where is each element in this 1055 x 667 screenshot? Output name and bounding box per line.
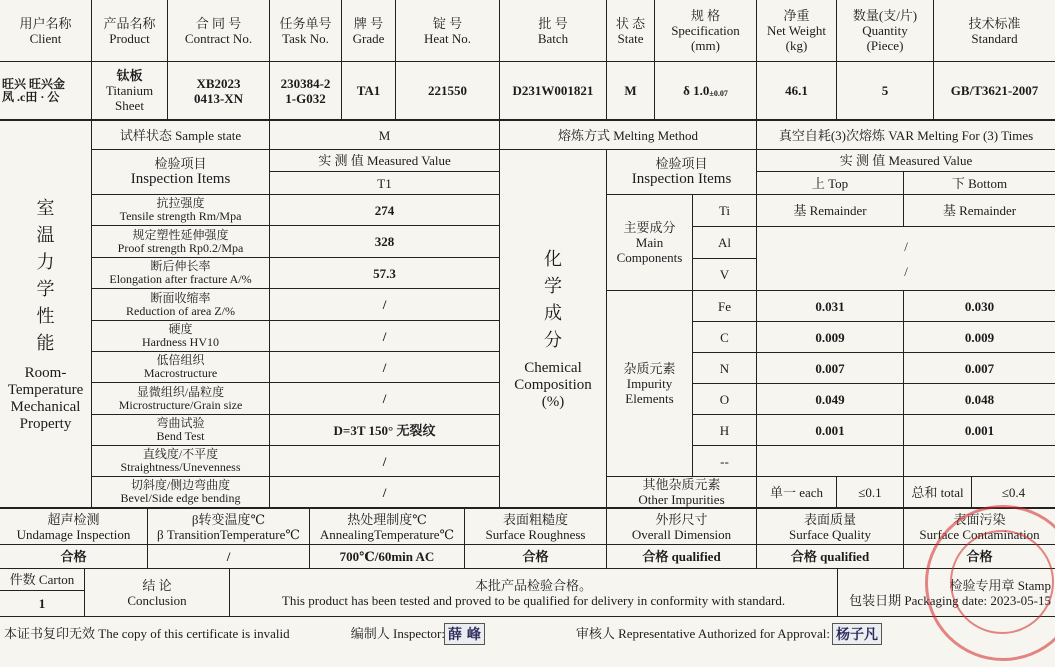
standard-value	[934, 62, 1055, 120]
ti-bottom-value	[904, 195, 1055, 227]
other-each-value-text: ≤0.1	[858, 484, 882, 500]
mech-title-cn-1: 室	[36, 198, 55, 218]
mech-row-en: Microstructure/Grain size	[118, 397, 243, 412]
header-weight-cn: 净重	[783, 8, 810, 23]
carton-label-text: 件数 Carton	[9, 572, 75, 587]
impurity-en-2: Elements	[625, 391, 674, 406]
carton-label	[0, 569, 85, 591]
header-standard-cn: 技术标准	[968, 15, 1021, 31]
header-task-en: Task No.	[282, 30, 329, 46]
bottom-header-cn: 表面污染	[953, 511, 1006, 527]
bottom-header-ut	[0, 509, 148, 545]
mech-row-label	[92, 195, 270, 226]
task-line-2: 1-G032	[285, 90, 326, 106]
mech-row-label	[92, 352, 270, 383]
header-state	[607, 0, 655, 62]
mech-value-text: /	[382, 484, 387, 500]
mech-row-label	[92, 415, 270, 446]
header-state-cn: 状 态	[615, 15, 646, 31]
bottom-header-quality	[757, 509, 904, 545]
mech-row-label	[92, 289, 270, 321]
bottom-header-dimension	[607, 509, 757, 545]
mech-t1-text: T1	[377, 175, 392, 191]
other-total-label-text: 总和 total	[911, 484, 964, 500]
chem-items-label	[607, 150, 757, 195]
header-contract	[168, 0, 270, 62]
impurity-top-text: 0.031	[815, 298, 845, 314]
mech-value-text: /	[382, 359, 387, 375]
spec-tolerance: ±0.07	[709, 88, 728, 98]
chem-top-text: 上 Top	[811, 175, 849, 191]
header-grade-cn: 牌 号	[353, 15, 384, 31]
chem-bottom-label	[904, 172, 1055, 195]
bottom-header-cn: 表面质量	[803, 511, 856, 527]
bottom-value-beta	[148, 545, 310, 569]
mech-row-en: Elongation after fracture A/%	[109, 272, 252, 286]
mech-row-value	[270, 289, 500, 321]
other-impurities-label	[607, 477, 757, 508]
header-grade	[342, 0, 396, 62]
other-each-label-text: 单一 each	[769, 484, 824, 500]
mech-row-cn: 显微组织/晶粒度	[136, 384, 225, 399]
conclusion-text-en: This product has been tested and proved to be qualified for delivery in conformity with standard.	[281, 592, 786, 608]
bottom-header-en: β TransitionTemperature℃	[157, 526, 300, 542]
impurity-bottom-value	[904, 415, 1055, 446]
conclusion-cn: 结 论	[142, 577, 172, 593]
impurity-bottom-value	[904, 291, 1055, 322]
inspector-signature	[444, 623, 485, 645]
grade-value	[342, 62, 396, 120]
header-task-cn: 任务单号	[279, 15, 332, 31]
mech-title-cn-2: 温	[36, 225, 55, 245]
contract-line-2: 0413-XN	[193, 90, 244, 106]
header-weight-en: Net Weight	[766, 23, 826, 38]
header-batch-cn: 批 号	[538, 15, 568, 31]
product-value	[92, 62, 168, 120]
approver-label	[535, 622, 830, 644]
chem-bottom-text: 下 Bottom	[951, 175, 1008, 191]
mech-row-en: Tensile strength Rm/Mpa	[119, 209, 242, 223]
element-v	[693, 259, 757, 291]
bottom-header-en: Undamage Inspection	[16, 526, 131, 542]
header-qty-en: Quantity	[862, 23, 908, 38]
bottom-header-en: AnnealingTemperature℃	[319, 526, 455, 542]
bottom-header-roughness	[465, 509, 607, 545]
inspection-stamp-inner	[950, 530, 1054, 634]
bottom-value-quality	[757, 545, 904, 569]
standard-text: GB/T3621-2007	[950, 83, 1039, 98]
inspector-label-text: 编制人 Inspector:	[350, 625, 445, 641]
header-grade-en: Grade	[352, 30, 385, 46]
mech-row-en: Bend Test	[156, 429, 205, 443]
element-row	[693, 384, 757, 415]
chem-title	[500, 150, 607, 508]
bottom-value-text: 合格	[522, 549, 549, 564]
impurity-label	[607, 291, 693, 477]
bottom-header-en: Surface Quality	[789, 526, 871, 542]
carton-value	[0, 591, 85, 617]
header-task	[270, 0, 342, 62]
element-row	[693, 291, 757, 322]
v-merged-text: /	[904, 263, 908, 279]
copy-note-text: 本证书复印无效 The copy of this certificate is invalid	[4, 625, 290, 641]
mech-row-cn: 断后伸长率	[150, 259, 211, 273]
mech-row-en: Bevel/Side edge bending	[120, 491, 241, 505]
mech-row-en: Hardness HV10	[142, 335, 219, 349]
state-value	[607, 62, 655, 120]
header-weight	[757, 0, 837, 62]
other-impurities-cn: 其他杂质元素	[642, 477, 721, 492]
weight-text: 46.1	[785, 83, 808, 98]
spec-value	[655, 62, 757, 120]
contract-value	[168, 62, 270, 120]
impurity-bottom-value	[904, 384, 1055, 415]
mech-row-value	[270, 258, 500, 289]
impurity-bottom-text: 0.030	[964, 298, 995, 314]
header-contract-en: Contract No.	[184, 30, 253, 46]
mech-title-en-4: Property	[19, 416, 72, 432]
bottom-value-text: 合格	[966, 549, 993, 564]
heat-value	[396, 62, 500, 120]
impurity-top-value	[757, 322, 904, 353]
element-symbol: N	[719, 360, 730, 376]
sample-state-label	[92, 121, 270, 150]
mech-row-label	[92, 477, 270, 508]
mech-title-cn-4: 学	[36, 279, 55, 299]
mech-measured-text: 实 测 值 Measured Value	[318, 153, 451, 168]
packaging-date-text: 包装日期 Packaging date: 2023-05-15	[849, 592, 1051, 608]
bottom-value-text: 合格 qualified	[790, 549, 870, 564]
conclusion-text	[230, 569, 838, 617]
mech-items-cn: 检验项目	[154, 156, 207, 171]
chem-title-en-1: Chemical	[524, 360, 582, 376]
grade-text: TA1	[356, 83, 381, 98]
element-al-text: Al	[718, 235, 731, 250]
bottom-header-cn: 超声检测	[47, 511, 100, 527]
chem-title-cn-2: 学	[544, 276, 562, 296]
ti-top-value	[757, 195, 904, 227]
sample-state-label-text: 试样状态 Sample state	[119, 127, 242, 143]
header-batch	[500, 0, 607, 62]
mech-row-value	[270, 352, 500, 383]
chem-title-en-3: (%)	[541, 394, 565, 410]
ti-top-text: 基 Remainder	[793, 203, 867, 218]
mech-row-value	[270, 415, 500, 446]
client-line-1: 旺兴 旺兴金	[2, 76, 66, 91]
bottom-header-cn: 热处理制度℃	[347, 511, 427, 527]
mech-row-value	[270, 195, 500, 226]
header-heat-cn: 锭 号	[432, 15, 463, 31]
task-line-1: 230384-2	[280, 75, 331, 91]
main-components-en-2: Components	[616, 250, 683, 265]
mech-items-label	[92, 150, 270, 195]
chem-measured-label	[757, 150, 1055, 172]
approver-label-text: 审核人 Representative Authorized for Approval:	[575, 625, 830, 641]
element-row	[693, 415, 757, 446]
mech-row-en: Reduction of area Z/%	[126, 303, 235, 318]
mech-row-cn: 低倍组织	[156, 353, 205, 367]
impurity-top-value	[757, 291, 904, 322]
impurity-bottom-text: 0.009	[964, 329, 995, 345]
bottom-value-dimension	[607, 545, 757, 569]
mech-row-label	[92, 383, 270, 415]
chem-items-cn: 检验项目	[655, 156, 708, 171]
stamp-label-text: 检验专用章 Stamp	[949, 577, 1051, 593]
product-line-1: 钛板	[116, 68, 143, 83]
melting-method-label	[500, 121, 757, 150]
heat-text: 221550	[428, 83, 467, 98]
header-qty-unit: (Piece)	[866, 38, 904, 53]
batch-text: D231W001821	[512, 83, 594, 98]
bottom-header-beta	[148, 509, 310, 545]
contract-line-1: XB2023	[196, 75, 241, 91]
mech-title	[0, 121, 92, 508]
mech-row-cn: 抗拉强度	[156, 196, 205, 210]
chem-top-label	[757, 172, 904, 195]
al-v-merged-value	[757, 227, 1055, 291]
mech-row-value	[270, 446, 500, 477]
mech-value-text: D=3T 150° 无裂纹	[333, 422, 436, 438]
main-components-cn: 主要成分	[623, 220, 676, 235]
header-client-cn: 用户名称	[19, 15, 72, 31]
mech-value-text: 328	[374, 234, 395, 249]
mech-title-cn-5: 性	[36, 306, 55, 326]
conclusion-en: Conclusion	[127, 592, 187, 608]
impurity-top-value	[757, 353, 904, 384]
conclusion-label	[85, 569, 230, 617]
approver-sig-text: 杨子凡	[836, 627, 878, 643]
header-weight-unit: (kg)	[785, 38, 808, 53]
impurity-bottom-value	[904, 446, 1055, 477]
bottom-header-en: Surface Contamination	[919, 526, 1040, 542]
melting-label-text: 熔炼方式 Melting Method	[557, 127, 699, 143]
chem-title-cn-4: 分	[544, 330, 562, 350]
impurity-bottom-value	[904, 353, 1055, 384]
impurity-top-text: 0.049	[815, 391, 845, 407]
client-value	[0, 62, 92, 120]
inspector-label	[340, 622, 445, 644]
header-spec	[655, 0, 757, 62]
state-text: M	[624, 83, 637, 98]
element-v-text: V	[719, 267, 730, 282]
mech-row-label	[92, 446, 270, 477]
header-state-en: State	[617, 30, 644, 46]
product-line-3: Sheet	[115, 98, 144, 113]
impurity-en-1: Impurity	[626, 376, 673, 391]
mech-row-cn: 硬度	[168, 322, 193, 336]
other-total-value	[972, 477, 1055, 508]
melting-method-value	[757, 121, 1055, 150]
impurity-bottom-text: 0.007	[964, 360, 995, 376]
inspector-sig-text: 薛 峰	[448, 627, 481, 643]
element-symbol: C	[720, 329, 729, 345]
bottom-header-cn: 外形尺寸	[655, 511, 708, 527]
task-value	[270, 62, 342, 120]
header-contract-cn: 合 同 号	[195, 15, 242, 31]
mech-row-value	[270, 383, 500, 415]
mech-value-text: /	[382, 328, 387, 344]
mech-row-cn: 规定塑性延伸强度	[132, 227, 229, 242]
mech-value-text: 274	[374, 202, 395, 218]
header-product-en: Product	[109, 30, 150, 46]
bottom-header-anneal	[310, 509, 465, 545]
weight-value	[757, 62, 837, 120]
mech-value-text: /	[382, 391, 387, 406]
ti-bottom-text: 基 Remainder	[942, 203, 1017, 218]
bottom-value-anneal	[310, 545, 465, 569]
bottom-header-en: Overall Dimension	[631, 526, 732, 542]
bottom-value-ut	[0, 545, 148, 569]
sample-state-text: M	[378, 127, 391, 143]
element-ti-text: Ti	[718, 203, 731, 218]
impurity-top-text: 0.007	[815, 360, 845, 376]
element-row	[693, 353, 757, 384]
header-product-cn: 产品名称	[103, 15, 156, 31]
mech-row-value	[270, 477, 500, 508]
mech-row-cn: 切斜度/侧边弯曲度	[130, 478, 231, 492]
mech-t1	[270, 172, 500, 195]
bottom-header-cn: β转变温度℃	[191, 511, 266, 527]
bottom-value-text: 700℃/60min AC	[339, 549, 435, 564]
mech-measured-label	[270, 150, 500, 172]
element-row	[693, 322, 757, 353]
mech-row-cn: 弯曲试验	[156, 416, 205, 430]
element-al	[693, 227, 757, 259]
header-standard-en: Standard	[971, 30, 1018, 46]
other-impurities-en: Other Impurities	[638, 492, 725, 507]
mech-row-label	[92, 258, 270, 289]
impurity-top-text: 0.009	[815, 329, 845, 345]
chem-measured-text: 实 测 值 Measured Value	[839, 153, 973, 168]
mech-title-en-1: Room-	[24, 365, 67, 381]
main-components-label	[607, 195, 693, 291]
header-spec-unit: (mm)	[691, 38, 720, 53]
mech-title-en-2: Temperature	[7, 382, 84, 398]
other-each-label	[757, 477, 837, 508]
product-line-2: Titanium	[105, 83, 154, 98]
element-row	[693, 446, 757, 477]
other-each-value	[837, 477, 904, 508]
al-merged-text: /	[904, 238, 908, 254]
bottom-value-text: 合格 qualified	[642, 549, 721, 564]
header-qty-cn: 数量(支/片)	[852, 8, 918, 23]
impurity-top-text: 0.001	[815, 422, 845, 438]
header-qty	[837, 0, 934, 62]
bottom-value-text: 合格	[60, 549, 87, 564]
impurity-top-value	[757, 384, 904, 415]
impurity-cn: 杂质元素	[623, 361, 676, 376]
mech-row-value	[270, 226, 500, 258]
mech-value-text: /	[382, 453, 387, 469]
batch-value	[500, 62, 607, 120]
header-spec-en: Specification	[671, 23, 740, 38]
mech-row-cn: 断面收缩率	[150, 290, 211, 305]
mech-row-value	[270, 321, 500, 352]
impurity-bottom-text: 0.001	[964, 422, 995, 438]
element-symbol: --	[720, 453, 729, 469]
bottom-header-en: Surface Roughness	[485, 526, 586, 542]
mech-title-en-3: Mechanical	[10, 399, 81, 415]
header-spec-cn: 规 格	[690, 8, 721, 23]
impurity-top-value	[757, 415, 904, 446]
qty-value	[837, 62, 934, 120]
mech-row-en: Straightness/Unevenness	[120, 460, 241, 474]
element-symbol: O	[719, 391, 730, 407]
mech-value-text: /	[382, 297, 387, 312]
melting-value-text: 真空自耗(3)次熔炼 VAR Melting For (3) Times	[778, 127, 1034, 143]
header-client	[0, 0, 92, 62]
other-total-label	[904, 477, 972, 508]
bottom-value-roughness	[465, 545, 607, 569]
client-line-2: 凤 .c田 · 公	[2, 89, 60, 104]
chem-title-cn-3: 成	[544, 303, 562, 323]
impurity-bottom-text: 0.048	[964, 391, 995, 407]
main-components-en-1: Main	[635, 235, 664, 250]
header-product	[92, 0, 168, 62]
copy-note	[4, 622, 334, 644]
header-heat-en: Heat No.	[424, 30, 471, 46]
bottom-header-cn: 表面粗糙度	[502, 511, 568, 527]
header-client-en: Client	[29, 30, 62, 46]
mech-items-en: Inspection Items	[130, 171, 231, 187]
impurity-top-value	[757, 446, 904, 477]
header-batch-en: Batch	[537, 30, 569, 46]
mech-value-text: 57.3	[373, 265, 396, 281]
conclusion-text-cn: 本批产品检验合格。	[474, 577, 592, 593]
chem-title-en-2: Composition	[514, 377, 592, 393]
mech-row-label	[92, 321, 270, 352]
mech-row-label	[92, 226, 270, 258]
sample-state-value	[270, 121, 500, 150]
other-total-value-text: ≤0.4	[1001, 484, 1026, 500]
chem-title-cn-1: 化	[544, 249, 562, 269]
element-symbol: Fe	[718, 298, 731, 314]
impurity-bottom-value	[904, 322, 1055, 353]
carton-value-text: 1	[38, 596, 46, 611]
mech-title-cn-3: 力	[36, 252, 55, 272]
qty-text: 5	[881, 83, 889, 98]
bottom-value-text: /	[226, 549, 231, 564]
mech-row-en: Proof strength Rp0.2/Mpa	[117, 240, 244, 255]
mech-row-en: Macrostructure	[143, 366, 218, 380]
header-standard	[934, 0, 1055, 62]
header-heat	[396, 0, 500, 62]
mech-title-cn-6: 能	[36, 333, 55, 353]
element-ti	[693, 195, 757, 227]
spec-text: δ 1.0	[683, 83, 710, 98]
chem-items-en: Inspection Items	[631, 171, 732, 187]
approver-signature	[832, 623, 882, 645]
mech-row-cn: 直线度/不平度	[142, 447, 219, 461]
element-symbol: H	[719, 422, 730, 438]
